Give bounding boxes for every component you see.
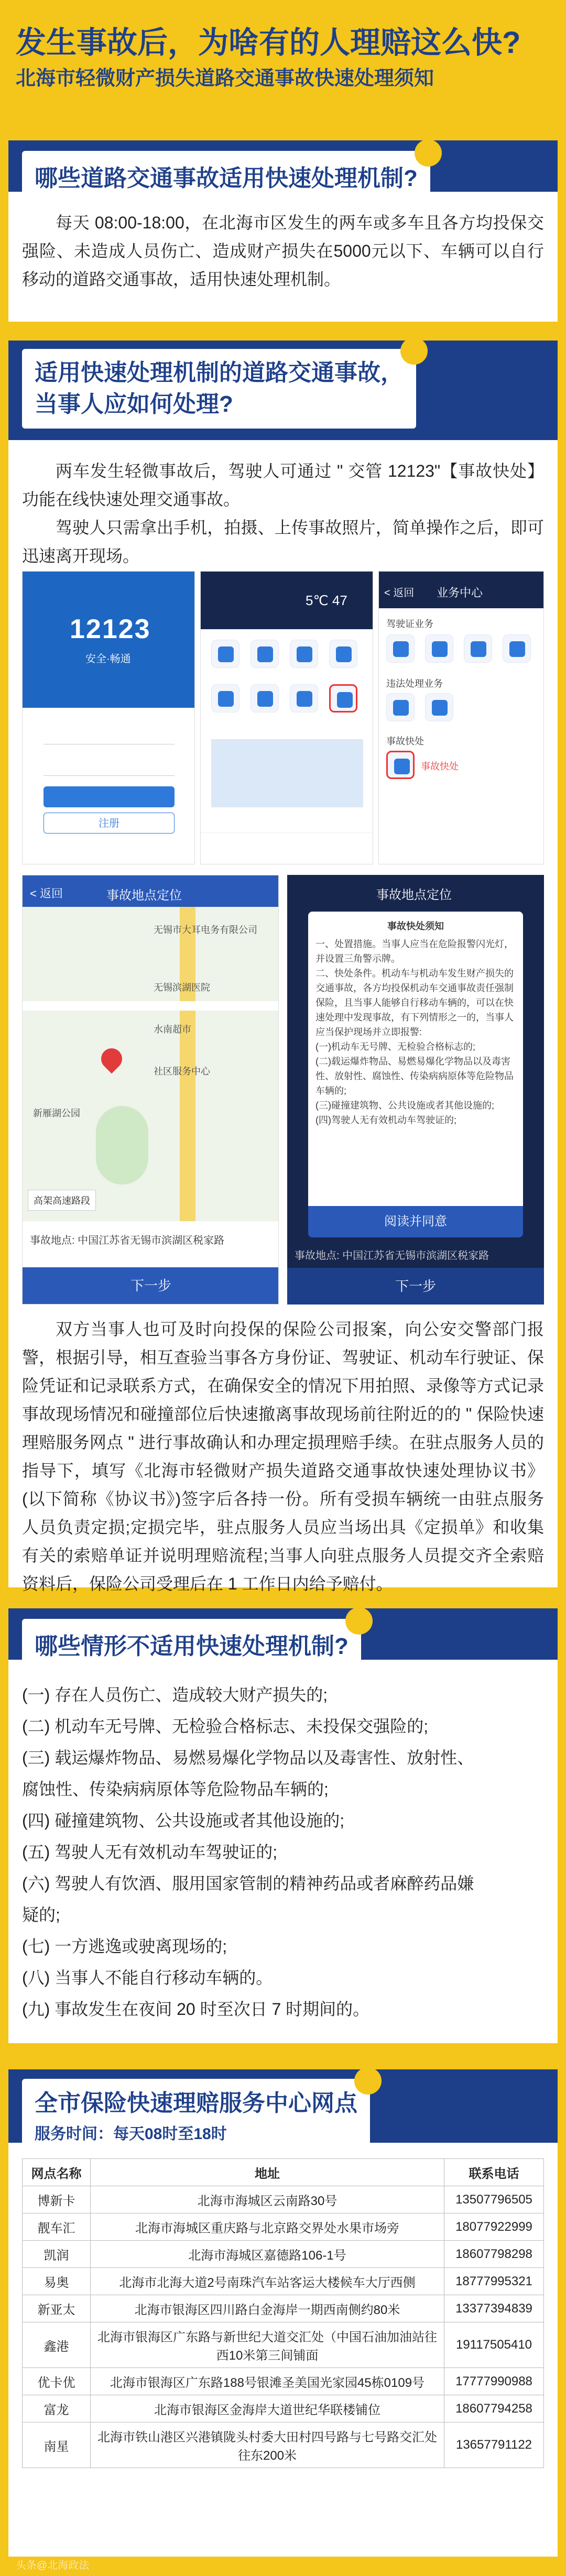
page-title: 发生事故后，为啥有的人理赔这么快? <box>16 26 521 60</box>
login-button[interactable] <box>43 786 175 807</box>
table-cell: 北海市海城区嘉德路106-1号 <box>91 2241 444 2268</box>
notice-item: (三)碰撞建筑物、公共设施或者其他设施的; <box>315 1100 494 1111</box>
notice-dialog <box>308 912 523 1226</box>
corner-dot <box>400 337 428 365</box>
section-heading: 哪些道路交通事故适用快速处理机制? <box>22 151 430 201</box>
table-cell: 博新卡 <box>23 2186 91 2213</box>
header-title: 业务中心 <box>437 586 483 599</box>
table-cell: 北海市海城区云南路30号 <box>91 2186 444 2213</box>
corner-dot <box>354 2067 382 2095</box>
map-place-label: 水南超市 <box>154 1024 191 1035</box>
app-screenshot-business <box>378 571 544 864</box>
table-cell: 18077922999 <box>444 2213 544 2241</box>
corner-dot <box>345 1607 373 1635</box>
hero-banner <box>0 0 566 120</box>
service-icon[interactable] <box>503 634 531 663</box>
column-header: 地址 <box>91 2159 444 2186</box>
table-row <box>23 2422 544 2468</box>
notice-item: (二)载运爆炸物品、易燃易爆化学物品以及毒害性、放射性、腐蚀性、传染病病原体等危险物品车辆的; <box>315 1056 514 1096</box>
list-item: (一) 存在人员伤亡、造成较大财产损失的; <box>22 1685 328 1704</box>
notice-item: 一、处置措施。当事人应当在危险报警闪光灯，并设置三角警示牌。 <box>315 939 514 964</box>
table-cell: 北海市银海区金海岸大道世纪华联楼铺位 <box>91 2395 444 2422</box>
map-place-label: 新雁湖公园 <box>33 1108 80 1119</box>
table-cell: 鑫港 <box>23 2322 91 2368</box>
table-row <box>23 2295 544 2322</box>
accident-quick-icon[interactable] <box>329 684 357 712</box>
list-item: (三) 载运爆炸物品、易燃易爆化学物品以及毒害性、放射性、 <box>22 1748 474 1767</box>
address-label: 事故地点: 中国江苏省无锡市滨湖区税家路 <box>295 1250 489 1262</box>
service-hours: 服务时间：每天08时至18时 <box>35 2125 227 2143</box>
table-row <box>23 2322 544 2368</box>
service-icon[interactable] <box>386 634 415 663</box>
section-text-1: 两车发生轻微事故后，驾驶人可通过 " 交管 12123"【事故快处】功能在线快速处理交通事故。 <box>22 462 544 509</box>
column-header: 网点名称 <box>23 2159 91 2186</box>
list-item: (六) 驾驶人有饮酒、服用国家管制的精神药品或者麻醉药品嫌 <box>22 1874 474 1893</box>
section-not-applicable <box>8 1608 558 2043</box>
table-cell: 北海市北海大道2号南珠汽车站客运大楼候车大厅西侧 <box>91 2268 444 2295</box>
table-cell: 北海市银海区广东路188号银滩圣美国光家园45栋0109号 <box>91 2368 444 2395</box>
section-text: 每天 08:00-18:00，在北海市区发生的两车或多车且各方均投保交强险、未造成人员伤亡、造成财产损失在5000元以下、车辆可以自行移动的道路交通事故，适用快速处理机制。 <box>22 213 544 289</box>
corner-dot <box>415 139 442 167</box>
service-icon[interactable] <box>329 640 357 668</box>
list-item: (二) 机动车无号牌、无检验合格标志、未投保交强险的; <box>22 1717 429 1736</box>
service-icon[interactable] <box>290 684 318 712</box>
service-icon[interactable] <box>211 684 240 712</box>
read-agree-button[interactable]: 阅读并同意 <box>308 1206 523 1237</box>
table-row <box>23 2241 544 2268</box>
map-title: 事故地点定位 <box>106 889 182 903</box>
table-row <box>23 2186 544 2213</box>
next-button[interactable]: 下一步 <box>287 1268 544 1305</box>
banner-image <box>211 739 363 807</box>
table-cell: 新亚太 <box>23 2295 91 2322</box>
login-form <box>43 724 175 744</box>
table-cell: 13377394839 <box>444 2295 544 2322</box>
table-row <box>23 2268 544 2295</box>
back-link[interactable]: < 返回 <box>30 887 63 900</box>
table-cell: 18777995321 <box>444 2268 544 2295</box>
back-link[interactable]: < 返回 <box>384 587 415 599</box>
table-cell: 19117505410 <box>444 2322 544 2368</box>
service-icon[interactable] <box>464 634 492 663</box>
service-icon[interactable] <box>386 693 415 721</box>
service-center-table <box>22 2158 544 2468</box>
app-logo: 12123 <box>70 614 151 644</box>
table-cell: 易奥 <box>23 2268 91 2295</box>
map-title: 事故地点定位 <box>376 888 452 902</box>
table-row <box>23 2368 544 2395</box>
table-cell: 北海市银海区四川路白金海岸一期西南侧约80米 <box>91 2295 444 2322</box>
list-item: (八) 当事人不能自行移动车辆的。 <box>22 1968 273 1987</box>
table-cell: 富龙 <box>23 2395 91 2422</box>
table-cell: 南星 <box>23 2422 91 2468</box>
category-label: 驾驶证业务 <box>386 619 433 629</box>
table-cell: 13507796505 <box>444 2186 544 2213</box>
section-heading: 适用快速处理机制的道路交通事故， 当事人应如何处理? <box>22 349 416 429</box>
map-screenshot <box>22 875 279 1305</box>
section-text-3: 双方当事人也可及时向投保的保险公司报案，向公安交警部门报警，根据引导，相互查验当事各方身份证、驾驶证、机动车行驶证、保险凭证和记录联系方式，在确保安全的情况下用拍照、录像等方式记录事故现场情况和碰撞部位后快速撤离事故现场前往附近的的 " 保险快速理赔服务网点 " 进行事故确认和办理定损理赔手续。在驻点服务人员的指导下，填写《北海市轻微财产损失道路交通事故快速处理协议书》(以下简称《协议书》)签字后各持一份。所有受损车辆统一由驻点服务人员负责定损;定损完毕，驻点服务人员应当场出具《定损单》和收集有关的索赔单证并说明理赔流程;当事人向驻点服务人员提交齐全索赔资料后，保险公司受理后在 1 工作日内给予赔付。 <box>22 1320 544 1593</box>
register-button[interactable]: 注册 <box>43 813 175 834</box>
service-icon[interactable] <box>251 684 279 712</box>
list-item: 疑的; <box>22 1905 60 1924</box>
table-cell: 北海市银海区广东路与新世纪大道交汇处（中国石油加油站往西10米第三间铺面 <box>91 2322 444 2368</box>
notice-title: 事故快处须知 <box>387 921 444 931</box>
notice-item: (四)驾驶人无有效机动车驾驶证的; <box>315 1115 456 1125</box>
section-heading: 全市保险快速理赔服务中心网点 服务时间：每天08时至18时 <box>22 2079 370 2149</box>
table-cell: 北海市铁山港区兴港镇陇头村委大田村四号路与七号路交汇处往东200米 <box>91 2422 444 2468</box>
section-heading: 哪些情形不适用快速处理机制? <box>22 1619 361 1669</box>
next-button[interactable]: 下一步 <box>23 1267 279 1304</box>
list-item: (九) 事故发生在夜间 20 时至次日 7 时期间的。 <box>22 2000 370 2019</box>
section-service-centers <box>8 2069 558 2557</box>
accident-quick-icon[interactable] <box>386 751 415 779</box>
section-how-to-handle <box>8 341 558 1593</box>
category-label: 事故快处 <box>386 736 424 747</box>
map-area[interactable] <box>23 907 279 1221</box>
service-icon[interactable] <box>290 640 318 668</box>
address-label: 事故地点: 中国江苏省无锡市滨湖区税家路 <box>30 1235 225 1246</box>
service-icon[interactable] <box>251 640 279 668</box>
watermark: 头条@北海政法 <box>16 2560 90 2571</box>
app-logo-sub: 安全·畅通 <box>85 653 131 665</box>
list-item: (五) 驾驶人无有效机动车驾驶证的; <box>22 1843 278 1861</box>
map-place-label: 无锡滨湖医院 <box>154 982 210 993</box>
map-place-label: 无锡市大耳电务有限公司 <box>154 925 257 935</box>
section-text-2: 驾驶人只需拿出手机，拍摄、上传事故照片，简单操作之后，即可迅速离开现场。 <box>22 518 544 565</box>
location-pin-icon <box>97 1044 127 1074</box>
page-subtitle: 北海市轻微财产损失道路交通事故快速处理须知 <box>16 68 434 90</box>
list-item: 腐蚀性、传染病病原体等危险物品车辆的; <box>22 1780 329 1799</box>
category-label: 违法处理业务 <box>386 678 443 689</box>
table-row <box>23 2213 544 2241</box>
table-cell: 17777990988 <box>444 2368 544 2395</box>
service-icon[interactable] <box>425 693 453 721</box>
column-header: 联系电话 <box>444 2159 544 2186</box>
notice-screenshot <box>287 875 544 1305</box>
notice-item: (一)机动车无号牌、无检验合格标志的; <box>315 1042 475 1052</box>
notice-item: 二、快处条件。机动车与机动车发生财产损失的交通事故，各方均投保机动车交通事故责任强制保险，且当事人能够自行移动车辆的，可以在快速处理中发现事故，有下列情形之一的，当事人应当保护现场并立即报警: <box>315 968 514 1037</box>
highlight-label: 事故快处 <box>421 761 459 772</box>
service-icon[interactable] <box>211 640 240 668</box>
map-place-label: 社区服务中心 <box>154 1066 210 1077</box>
list-item: (七) 一方逃逸或驶离现场的; <box>22 1937 227 1956</box>
table-header-row <box>23 2159 544 2186</box>
table-cell: 18607798298 <box>444 2241 544 2268</box>
table-cell: 靓车汇 <box>23 2213 91 2241</box>
table-cell: 18607794258 <box>444 2395 544 2422</box>
service-icon[interactable] <box>425 634 453 663</box>
login-form <box>43 755 175 776</box>
table-cell: 优卡优 <box>23 2368 91 2395</box>
weather-readout: 5℃ 47 <box>306 593 347 608</box>
section-quick-process <box>8 140 558 322</box>
table-cell: 13657791122 <box>444 2422 544 2468</box>
app-screenshot-home <box>200 571 373 864</box>
table-cell: 凯润 <box>23 2241 91 2268</box>
highway-toggle[interactable]: 高架高速路段 <box>28 1190 96 1211</box>
app-screenshot-login <box>22 571 195 864</box>
table-row <box>23 2395 544 2422</box>
list-item: (四) 碰撞建筑物、公共设施或者其他设施的; <box>22 1811 345 1830</box>
tab-bar <box>201 832 373 864</box>
table-cell: 北海市海城区重庆路与北京路交界处水果市场旁 <box>91 2213 444 2241</box>
